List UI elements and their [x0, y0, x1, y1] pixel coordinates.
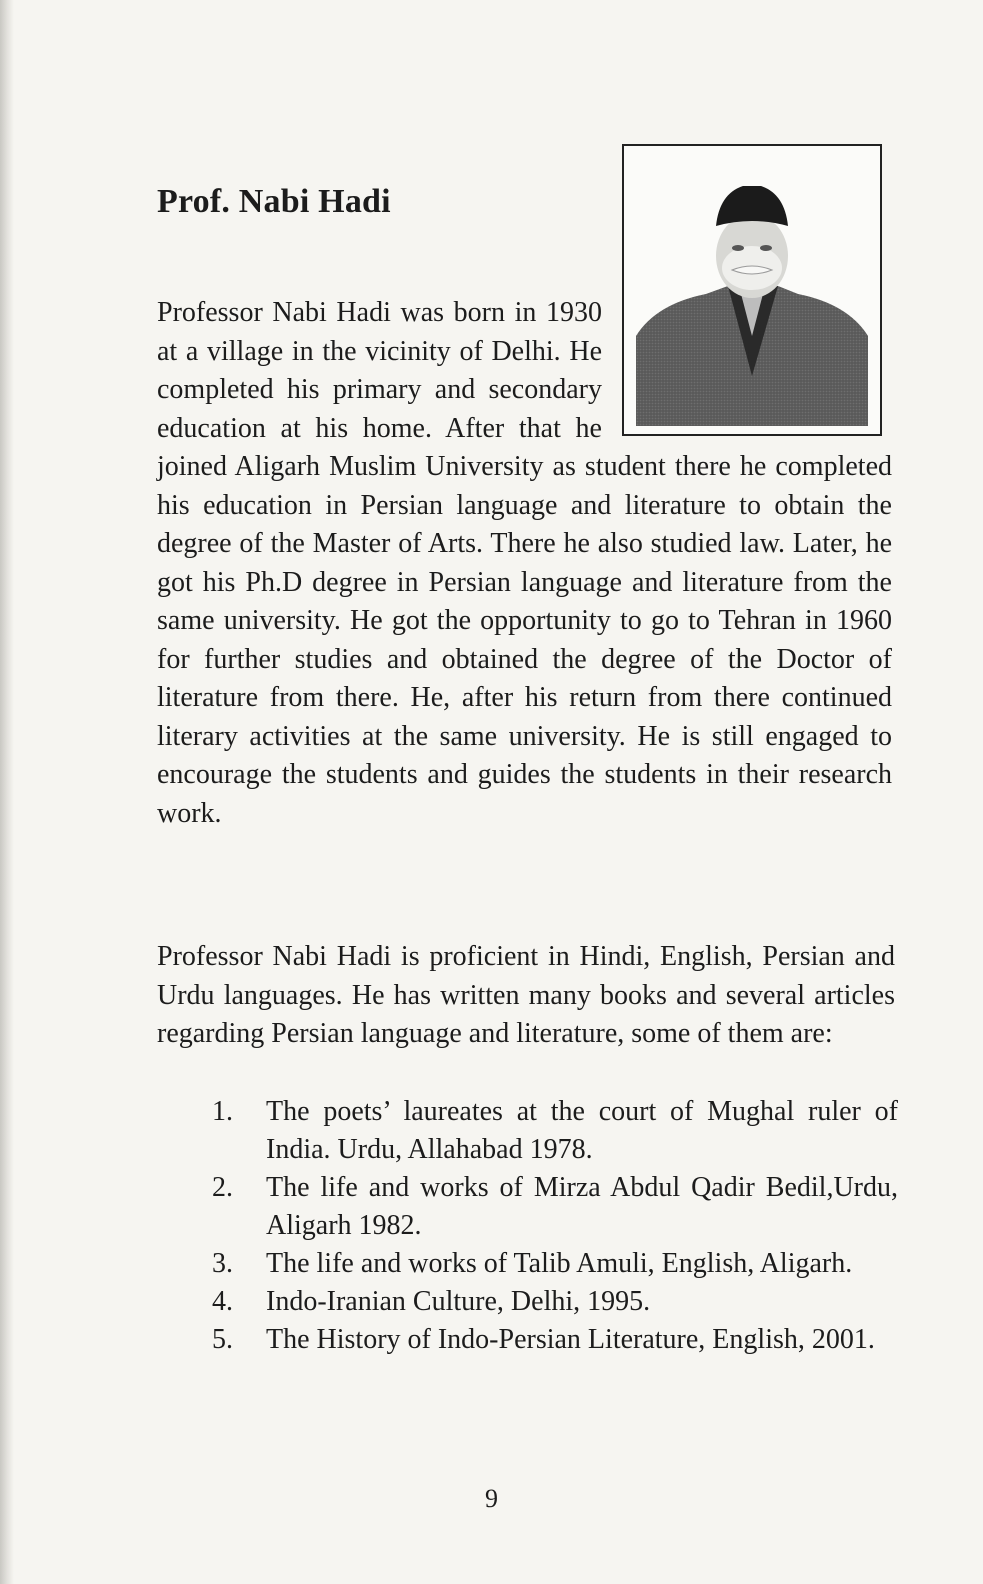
list-item-number: 3.: [212, 1248, 233, 1279]
list-item: [212, 1321, 898, 1359]
list-item: [212, 1283, 898, 1321]
book-list: [212, 1093, 898, 1359]
list-item: [212, 1169, 898, 1245]
list-item: [212, 1093, 898, 1169]
list-item-text: Indo-Iranian Culture, Delhi, 1995.: [266, 1286, 651, 1317]
list-item-text: The life and works of Mirza Abdul Qadir Bedil,Urdu, Aligarh 1982.: [266, 1172, 898, 1241]
page-edge-shadow: [0, 0, 14, 1584]
biography-paragraph: [157, 294, 892, 833]
publications-intro-paragraph: Professor Nabi Hadi is proficient in Hindi, English, Persian and Urdu languages. He has written many books and several articles regarding Persian language and literature, some of them are:: [157, 941, 895, 1049]
page-number: 9: [485, 1484, 498, 1513]
biography-text: Professor Nabi Hadi was born in 1930 at a village in the vicinity of Delhi. He completed his primary and secondary education at his home. After that he joined Aligarh Muslim University as student there he completed his education in Persian language and literature to obtain the degree of the Master of Arts. There he also studied law. Later, he got his Ph.D degree in Persian language and literature from the same university. He got the opportunity to go to Tehran in 1960 for further studies and obtained the degree of the Doctor of literature from there. He, after his return from there continued literary activities at the same university. He is still engaged to encourage the students and guides the students in their research work.: [157, 297, 892, 829]
list-item-number: 1.: [212, 1096, 233, 1127]
list-item-text: The History of Indo-Persian Literature, English, 2001.: [266, 1324, 875, 1355]
list-item-number: 2.: [212, 1172, 233, 1203]
list-item-text: The poets’ laureates at the court of Mughal ruler of India. Urdu, Allahabad 1978.: [266, 1096, 898, 1165]
list-item-text: The life and works of Talib Amuli, English, Aligarh.: [266, 1248, 853, 1279]
page-title: Prof. Nabi Hadi: [157, 183, 391, 220]
list-item: [212, 1245, 898, 1283]
list-item-number: 4.: [212, 1286, 233, 1317]
photo-wrap-spacer: [602, 294, 892, 444]
list-item-number: 5.: [212, 1324, 233, 1355]
